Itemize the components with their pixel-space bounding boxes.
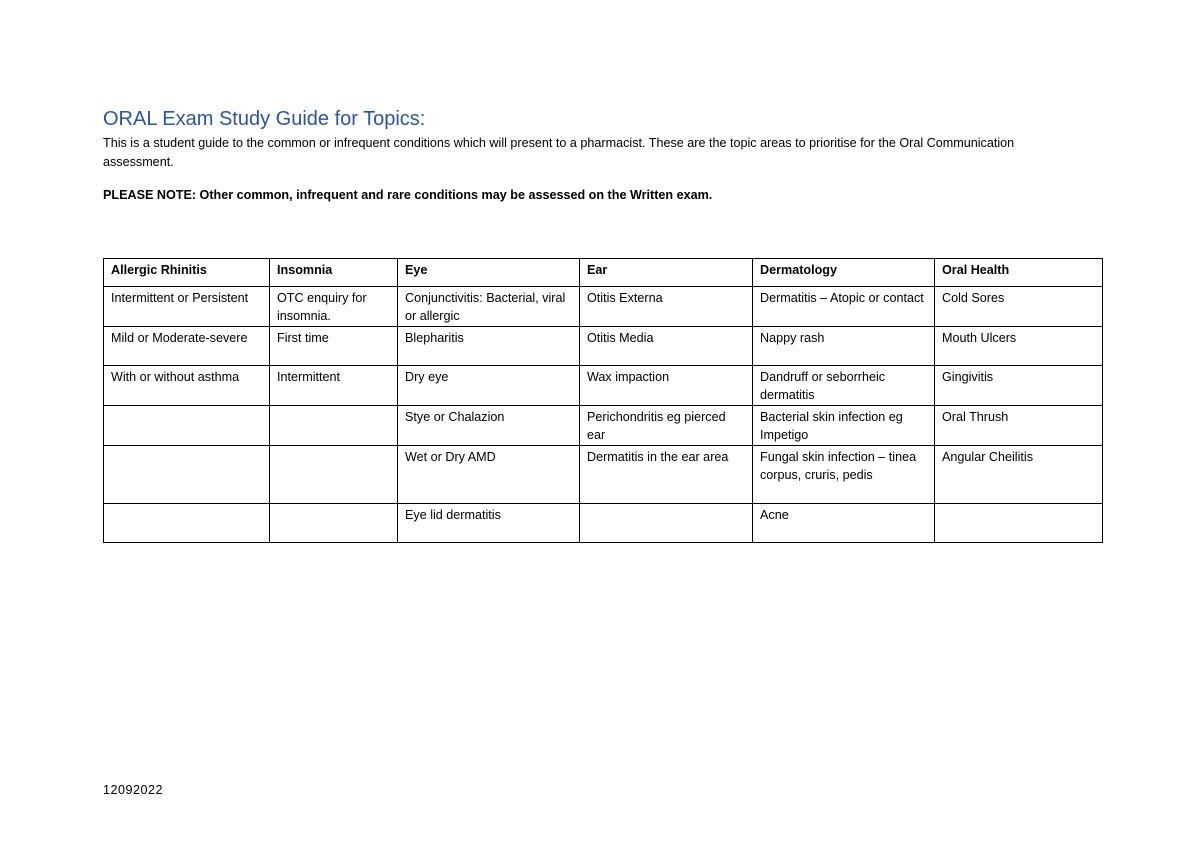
document-footer-code: 12092022	[103, 783, 164, 797]
header-allergic-rhinitis: Allergic Rhinitis	[104, 259, 270, 287]
header-ear: Ear	[580, 259, 753, 287]
header-oral-health: Oral Health	[935, 259, 1103, 287]
table-cell: Perichondritis eg pierced ear	[580, 406, 753, 446]
table-row	[104, 366, 1103, 406]
table-cell: Dry eye	[398, 366, 580, 406]
table-row	[104, 406, 1103, 446]
table-cell: Intermittent	[270, 366, 398, 406]
table-cell	[270, 406, 398, 446]
table-cell	[104, 446, 270, 504]
page-title: ORAL Exam Study Guide for Topics:	[103, 108, 426, 130]
topics-table	[103, 258, 1103, 543]
table-cell: First time	[270, 327, 398, 366]
table-cell: With or without asthma	[104, 366, 270, 406]
table-cell	[580, 504, 753, 543]
table-cell: Oral Thrush	[935, 406, 1103, 446]
table-row	[104, 287, 1103, 327]
table-cell: Fungal skin infection – tinea corpus, cruris, pedis	[753, 446, 935, 504]
table-header-row	[104, 259, 1103, 287]
table-cell	[270, 504, 398, 543]
table-cell	[104, 504, 270, 543]
table-cell: Nappy rash	[753, 327, 935, 366]
table-row	[104, 327, 1103, 366]
table-cell: Acne	[753, 504, 935, 543]
table-cell: Angular Cheilitis	[935, 446, 1103, 504]
header-eye: Eye	[398, 259, 580, 287]
table-cell: Wax impaction	[580, 366, 753, 406]
table-cell: Wet or Dry AMD	[398, 446, 580, 504]
table-cell: Otitis Media	[580, 327, 753, 366]
table-cell: Otitis Externa	[580, 287, 753, 327]
table-cell: Dermatitis – Atopic or contact	[753, 287, 935, 327]
table-cell: Bacterial skin infection eg Impetigo	[753, 406, 935, 446]
table-cell: Dandruff or seborrheic dermatitis	[753, 366, 935, 406]
table-cell: Cold Sores	[935, 287, 1103, 327]
table-cell: OTC enquiry for insomnia.	[270, 287, 398, 327]
table-cell: Mouth Ulcers	[935, 327, 1103, 366]
table-cell	[104, 406, 270, 446]
table-cell: Intermittent or Persistent	[104, 287, 270, 327]
table-row	[104, 504, 1103, 543]
header-dermatology: Dermatology	[753, 259, 935, 287]
table-cell: Stye or Chalazion	[398, 406, 580, 446]
intro-paragraph: This is a student guide to the common or infrequent conditions which will present to a pharmacist. These are the topic areas to prioritise for the Oral Communication assessment.	[103, 136, 1015, 169]
table-cell	[270, 446, 398, 504]
table-cell: Conjunctivitis: Bacterial, viral or allergic	[398, 287, 580, 327]
table-cell: Gingivitis	[935, 366, 1103, 406]
table-cell	[935, 504, 1103, 543]
table-cell: Blepharitis	[398, 327, 580, 366]
table-cell: Mild or Moderate-severe	[104, 327, 270, 366]
table-row	[104, 446, 1103, 504]
table-cell: Dermatitis in the ear area	[580, 446, 753, 504]
important-note: PLEASE NOTE: Other common, infrequent and rare conditions may be assessed on the Written exam.	[103, 188, 713, 202]
header-insomnia: Insomnia	[270, 259, 398, 287]
table-cell: Eye lid dermatitis	[398, 504, 580, 543]
